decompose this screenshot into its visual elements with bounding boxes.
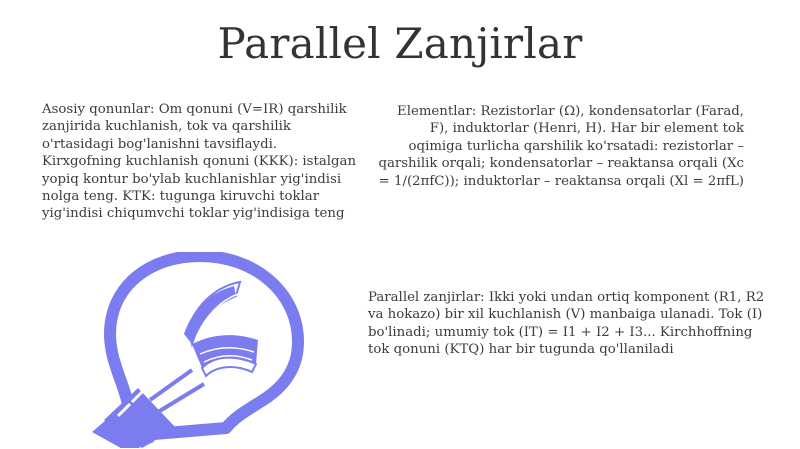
slide-title: Parallel Zanjirlar <box>217 19 583 68</box>
laws-text-block: Asosiy qonunlar: Om qonuni (V=IR) qarshilik zanjirida kuchlanish, tok va qarshilik o'rtasidagi bog'lanishni tavsiflaydi. Kirxgofning kuchlanish qonuni (KKK): istalgan yopiq kontur bo'ylab kuchlanishlar yig'indisi nolga teng. KTK: tugunga kiruvchi toklar yig'indisi chiqumvchi toklar yig'indisiga teng <box>42 102 357 222</box>
lightbulb-book-icon <box>84 252 318 448</box>
parallel-text-block: Parallel zanjirlar: Ikki yoki undan ortiq komponent (R1, R2 va hokazo) bir xil kuchlanish (V) manbaiga ulanadi. Tok (I) bo'linadi; umumiy tok (IT) = I1 + I2 + I3... Kirchhoffning tok qonuni (KTQ) har bir tugunda qo'llaniladi <box>368 290 765 358</box>
elements-text-block: Elementlar: Rezistorlar (Ω), kondensatorlar (Farad, F), induktorlar (Henri, H). Har bir element tok oqimiga turlicha qarshilik ko'rsatadi: rezistorlar – qarshilik orqali; kondensatorlar – reaktansa orqali (Xc = 1/(2πfC)); induktorlar – reaktansa orqali (Xl = 2πfL) <box>378 104 744 189</box>
